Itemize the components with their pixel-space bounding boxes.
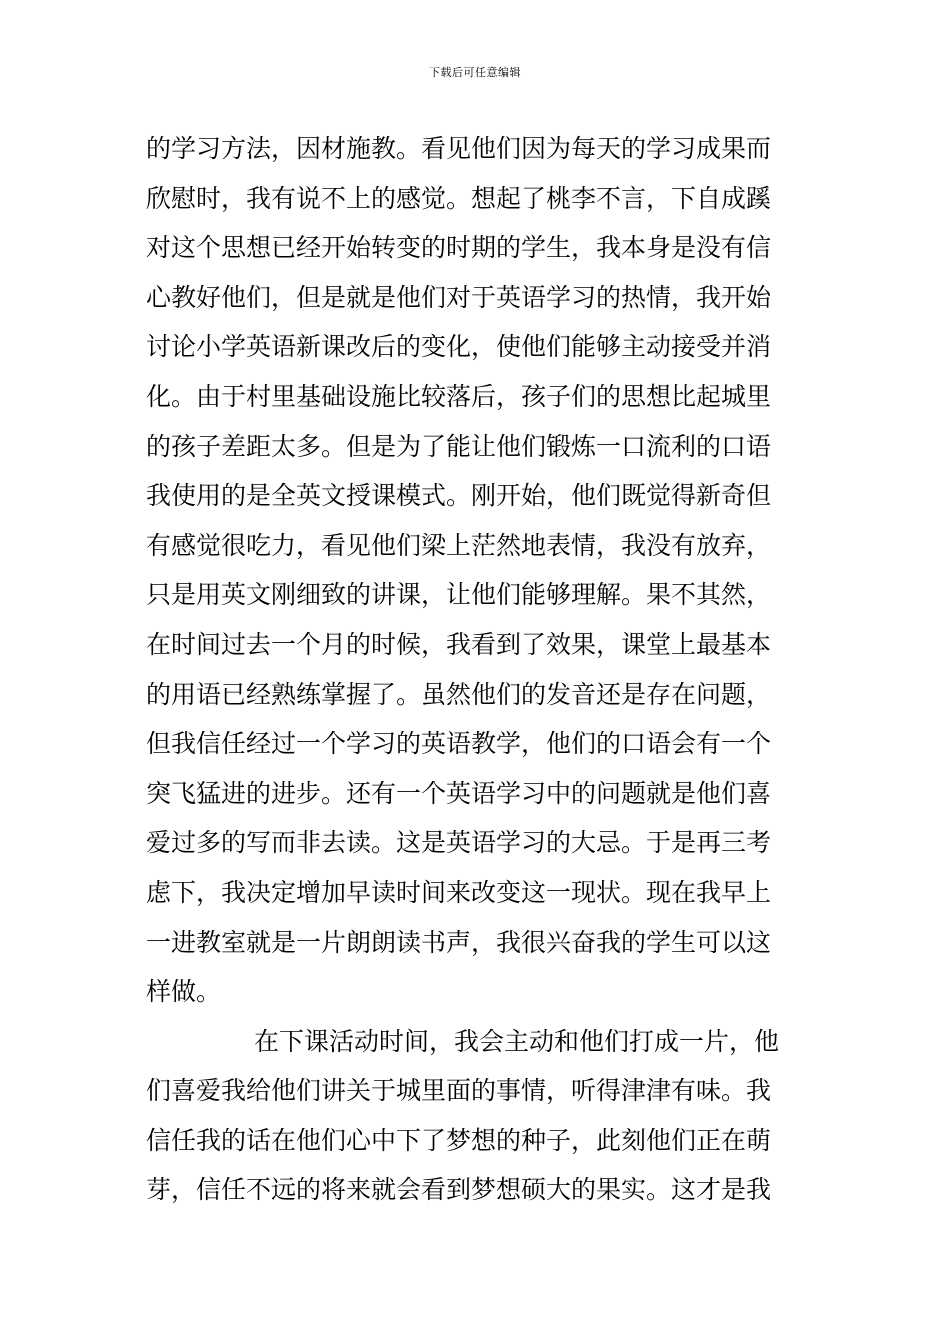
text-line: 心教好他们，但是就是他们对于英语学习的热情，我开始 bbox=[146, 282, 772, 312]
text-line: 虑下，我决定增加早读时间来改变这一现状。现在我早上 bbox=[146, 877, 772, 907]
text-line: 对这个思想已经开始转变的时期的学生，我本身是没有信 bbox=[146, 233, 772, 263]
text-line: 但我信任经过一个学习的英语教学，他们的口语会有一个 bbox=[146, 729, 772, 759]
text-line: 化。由于村里基础设施比较落后，孩子们的思想比起城里 bbox=[146, 381, 772, 411]
text-line: 欣慰时，我有说不上的感觉。想起了桃李不言，下自成蹊 bbox=[146, 183, 772, 213]
text-line: 只是用英文刚细致的讲课，让他们能够理解。果不其然， bbox=[146, 580, 772, 610]
text-line: 的学习方法，因材施教。看见他们因为每天的学习成果而 bbox=[146, 134, 772, 163]
text-line: 我使用的是全英文授课模式。刚开始，他们既觉得新奇但 bbox=[146, 481, 772, 511]
text-line: 样做。 bbox=[146, 977, 222, 1007]
paragraph-1 bbox=[146, 124, 826, 1017]
text-line: 讨论小学英语新课改后的变化，使他们能够主动接受并消 bbox=[146, 332, 772, 362]
text-line: 们喜爱我给他们讲关于城里面的事情，听得津津有味。我 bbox=[146, 1076, 772, 1106]
text-line: 在下课活动时间，我会主动和他们打成一片，他 bbox=[254, 1026, 780, 1056]
text-line: 的用语已经熟练掌握了。虽然他们的发音还是存在问题， bbox=[146, 679, 772, 709]
text-line: 芽，信任不远的将来就会看到梦想硕大的果实。这才是我 bbox=[146, 1175, 772, 1205]
paragraph-2 bbox=[146, 1017, 826, 1215]
text-line: 有感觉很吃力，看见他们梁上茫然地表情，我没有放弃， bbox=[146, 530, 772, 560]
document-body bbox=[146, 124, 826, 1215]
text-line: 在时间过去一个月的时候，我看到了效果，课堂上最基本 bbox=[146, 629, 772, 659]
text-line: 爱过多的写而非去读。这是英语学习的大忌。于是再三考 bbox=[146, 828, 772, 858]
text-line: 信任我的话在他们心中下了梦想的种子，此刻他们正在萌 bbox=[146, 1125, 772, 1155]
page-header: 下载后可任意编辑 bbox=[429, 66, 521, 79]
text-line: 一进教室就是一片朗朗读书声，我很兴奋我的学生可以这 bbox=[146, 927, 772, 957]
text-line: 突飞猛进的进步。还有一个英语学习中的问题就是他们喜 bbox=[146, 778, 772, 808]
text-line: 的孩子差距太多。但是为了能让他们锻炼一口流利的口语 bbox=[146, 431, 772, 461]
